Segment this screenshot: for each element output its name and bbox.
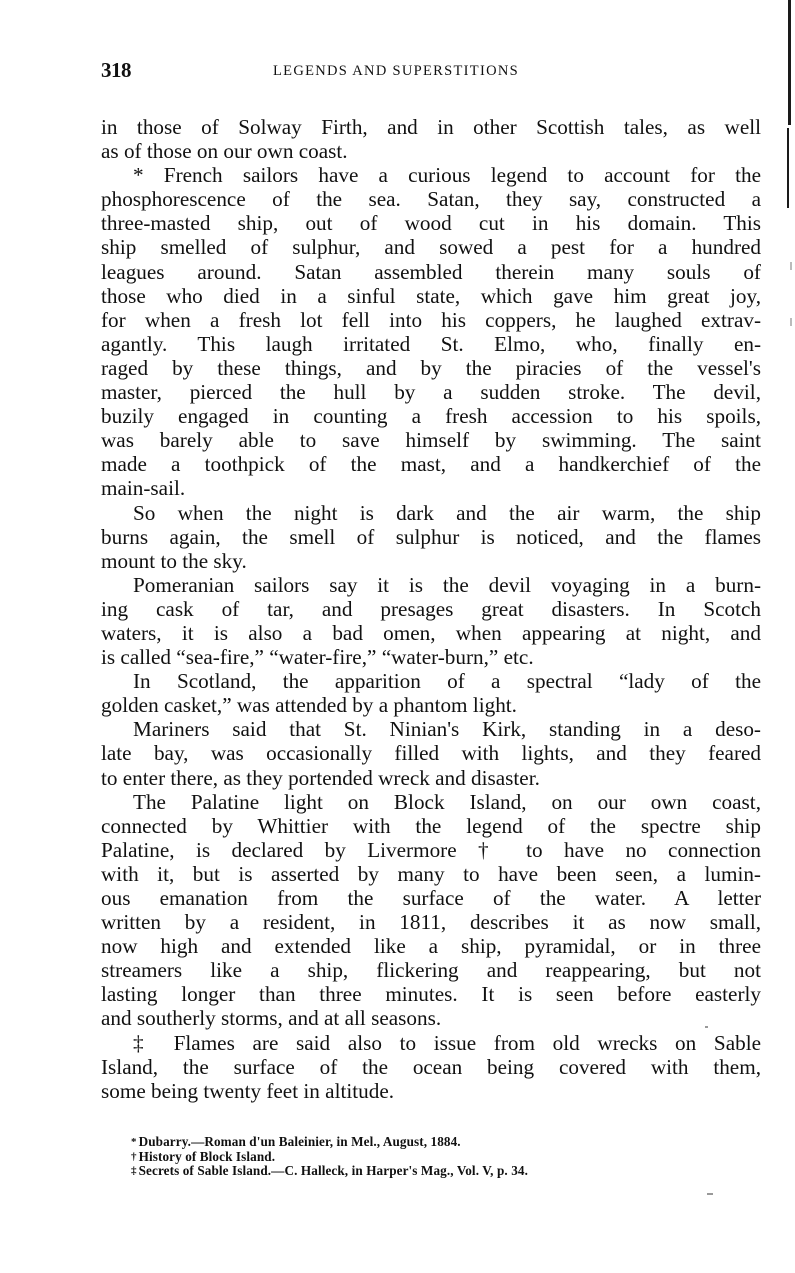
text-line: The Palatine light on Block Island, on our own coast, <box>133 789 761 814</box>
page-edge-shadow <box>788 0 791 125</box>
scan-speck <box>790 262 792 270</box>
text-line: with it, but is asserted by many to have been seen, a lumin- <box>101 861 761 886</box>
text-line: in those of Solway Firth, and in other Scottish tales, as well <box>101 115 761 139</box>
text-line: Island, the surface of the ocean being covered with them, <box>101 1054 761 1079</box>
text-line: raged by these things, and by the piracies of the vessel's <box>101 355 761 380</box>
text-line: * French sailors have a curious legend to account for the <box>133 163 761 188</box>
footnote-mark: † <box>131 1150 137 1163</box>
text-line: ous emanation from the surface of the water. A letter <box>101 886 761 910</box>
text-line: Mariners said that St. Ninian's Kirk, standing in a deso- <box>133 717 761 742</box>
text-line: connected by Whittier with the legend of the spectre ship <box>101 813 761 838</box>
footnote-text: Dubarry.—Roman d'un Baleinier, in Mel., August, 1884. <box>138 1134 461 1149</box>
page-edge-shadow <box>787 128 789 208</box>
text-line: ‡ Flames are said also to issue from old wrecks on Sable <box>133 1030 761 1055</box>
text-line: made a toothpick of the mast, and a handkerchief of the <box>101 452 761 477</box>
text-line: for when a fresh lot fell into his coppers, he laughed extrav- <box>101 307 761 332</box>
footnote-text: Secrets of Sable Island.—C. Halleck, in Harper's Mag., Vol. V, p. 34. <box>138 1163 528 1179</box>
text-line: late bay, was occasionally filled with lights, and they feared <box>101 741 761 766</box>
text-line: ship smelled of sulphur, and sowed a pest for a hundred <box>101 235 761 260</box>
running-head: LEGENDS AND SUPERSTITIONS <box>273 63 519 79</box>
text-line: was barely able to save himself by swimming. The saint <box>101 428 761 453</box>
text-line: streamers like a ship, flickering and reappearing, but not <box>101 958 761 983</box>
text-line: three-masted ship, out of wood cut in his domain. This <box>101 211 761 236</box>
page-number: 318 <box>101 58 131 82</box>
text-line: phosphorescence of the sea. Satan, they say, constructed a <box>101 187 761 212</box>
text-line: golden casket,” was attended by a phantom light. <box>101 693 517 718</box>
scan-speck <box>790 318 792 326</box>
text-line: as of those on our own coast. <box>101 139 348 164</box>
text-line: main-sail. <box>101 476 186 501</box>
text-line: waters, it is also a bad omen, when appearing at night, and <box>101 620 761 645</box>
footnote <box>131 1164 751 1179</box>
text-line: mount to the sky. <box>101 548 247 573</box>
text-line: written by a resident, in 1811, describes it as now small, <box>101 910 761 935</box>
text-line: ing cask of tar, and presages great disasters. In Scotch <box>101 596 761 621</box>
text-line: those who died in a sinful state, which gave him great joy, <box>101 283 761 308</box>
text-line: Pomeranian sailors say it is the devil voyaging in a burn- <box>133 572 761 597</box>
scan-speck <box>705 1026 708 1028</box>
footnote-text: History of Block Island. <box>138 1148 276 1164</box>
footnotes <box>131 1135 751 1179</box>
footnote <box>131 1135 751 1150</box>
page-header <box>101 58 761 88</box>
text-line: agantly. This laugh irritated St. Elmo, who, finally en- <box>101 331 761 356</box>
footnote-mark: ‡ <box>131 1165 137 1178</box>
text-line: and southerly storms, and at all seasons. <box>101 1006 442 1031</box>
text-line: Palatine, is declared by Livermore † to have no connection <box>101 837 761 862</box>
text-line: So when the night is dark and the air warm, the ship <box>133 500 761 525</box>
text-line: is called “sea-fire,” “water-fire,” “water-burn,” etc. <box>101 645 534 670</box>
text-line: master, pierced the hull by a sudden stroke. The devil, <box>101 380 761 405</box>
text-line: lasting longer than three minutes. It is seen before easterly <box>101 982 761 1007</box>
footnote <box>131 1150 751 1165</box>
text-line: buzily engaged in counting a fresh accession to his spoils, <box>101 404 761 429</box>
text-line: now high and extended like a ship, pyramidal, or in three <box>101 934 761 959</box>
text-line: burns again, the smell of sulphur is noticed, and the flames <box>101 524 761 549</box>
text-line: to enter there, as they portended wreck and disaster. <box>101 765 540 790</box>
footnote-mark: * <box>131 1136 137 1148</box>
text-line: some being twenty feet in altitude. <box>101 1078 395 1103</box>
scan-speck <box>707 1193 713 1195</box>
body-text <box>101 115 761 1103</box>
text-line: leagues around. Satan assembled therein many souls of <box>101 259 761 284</box>
text-line: In Scotland, the apparition of a spectral “lady of the <box>133 669 761 694</box>
